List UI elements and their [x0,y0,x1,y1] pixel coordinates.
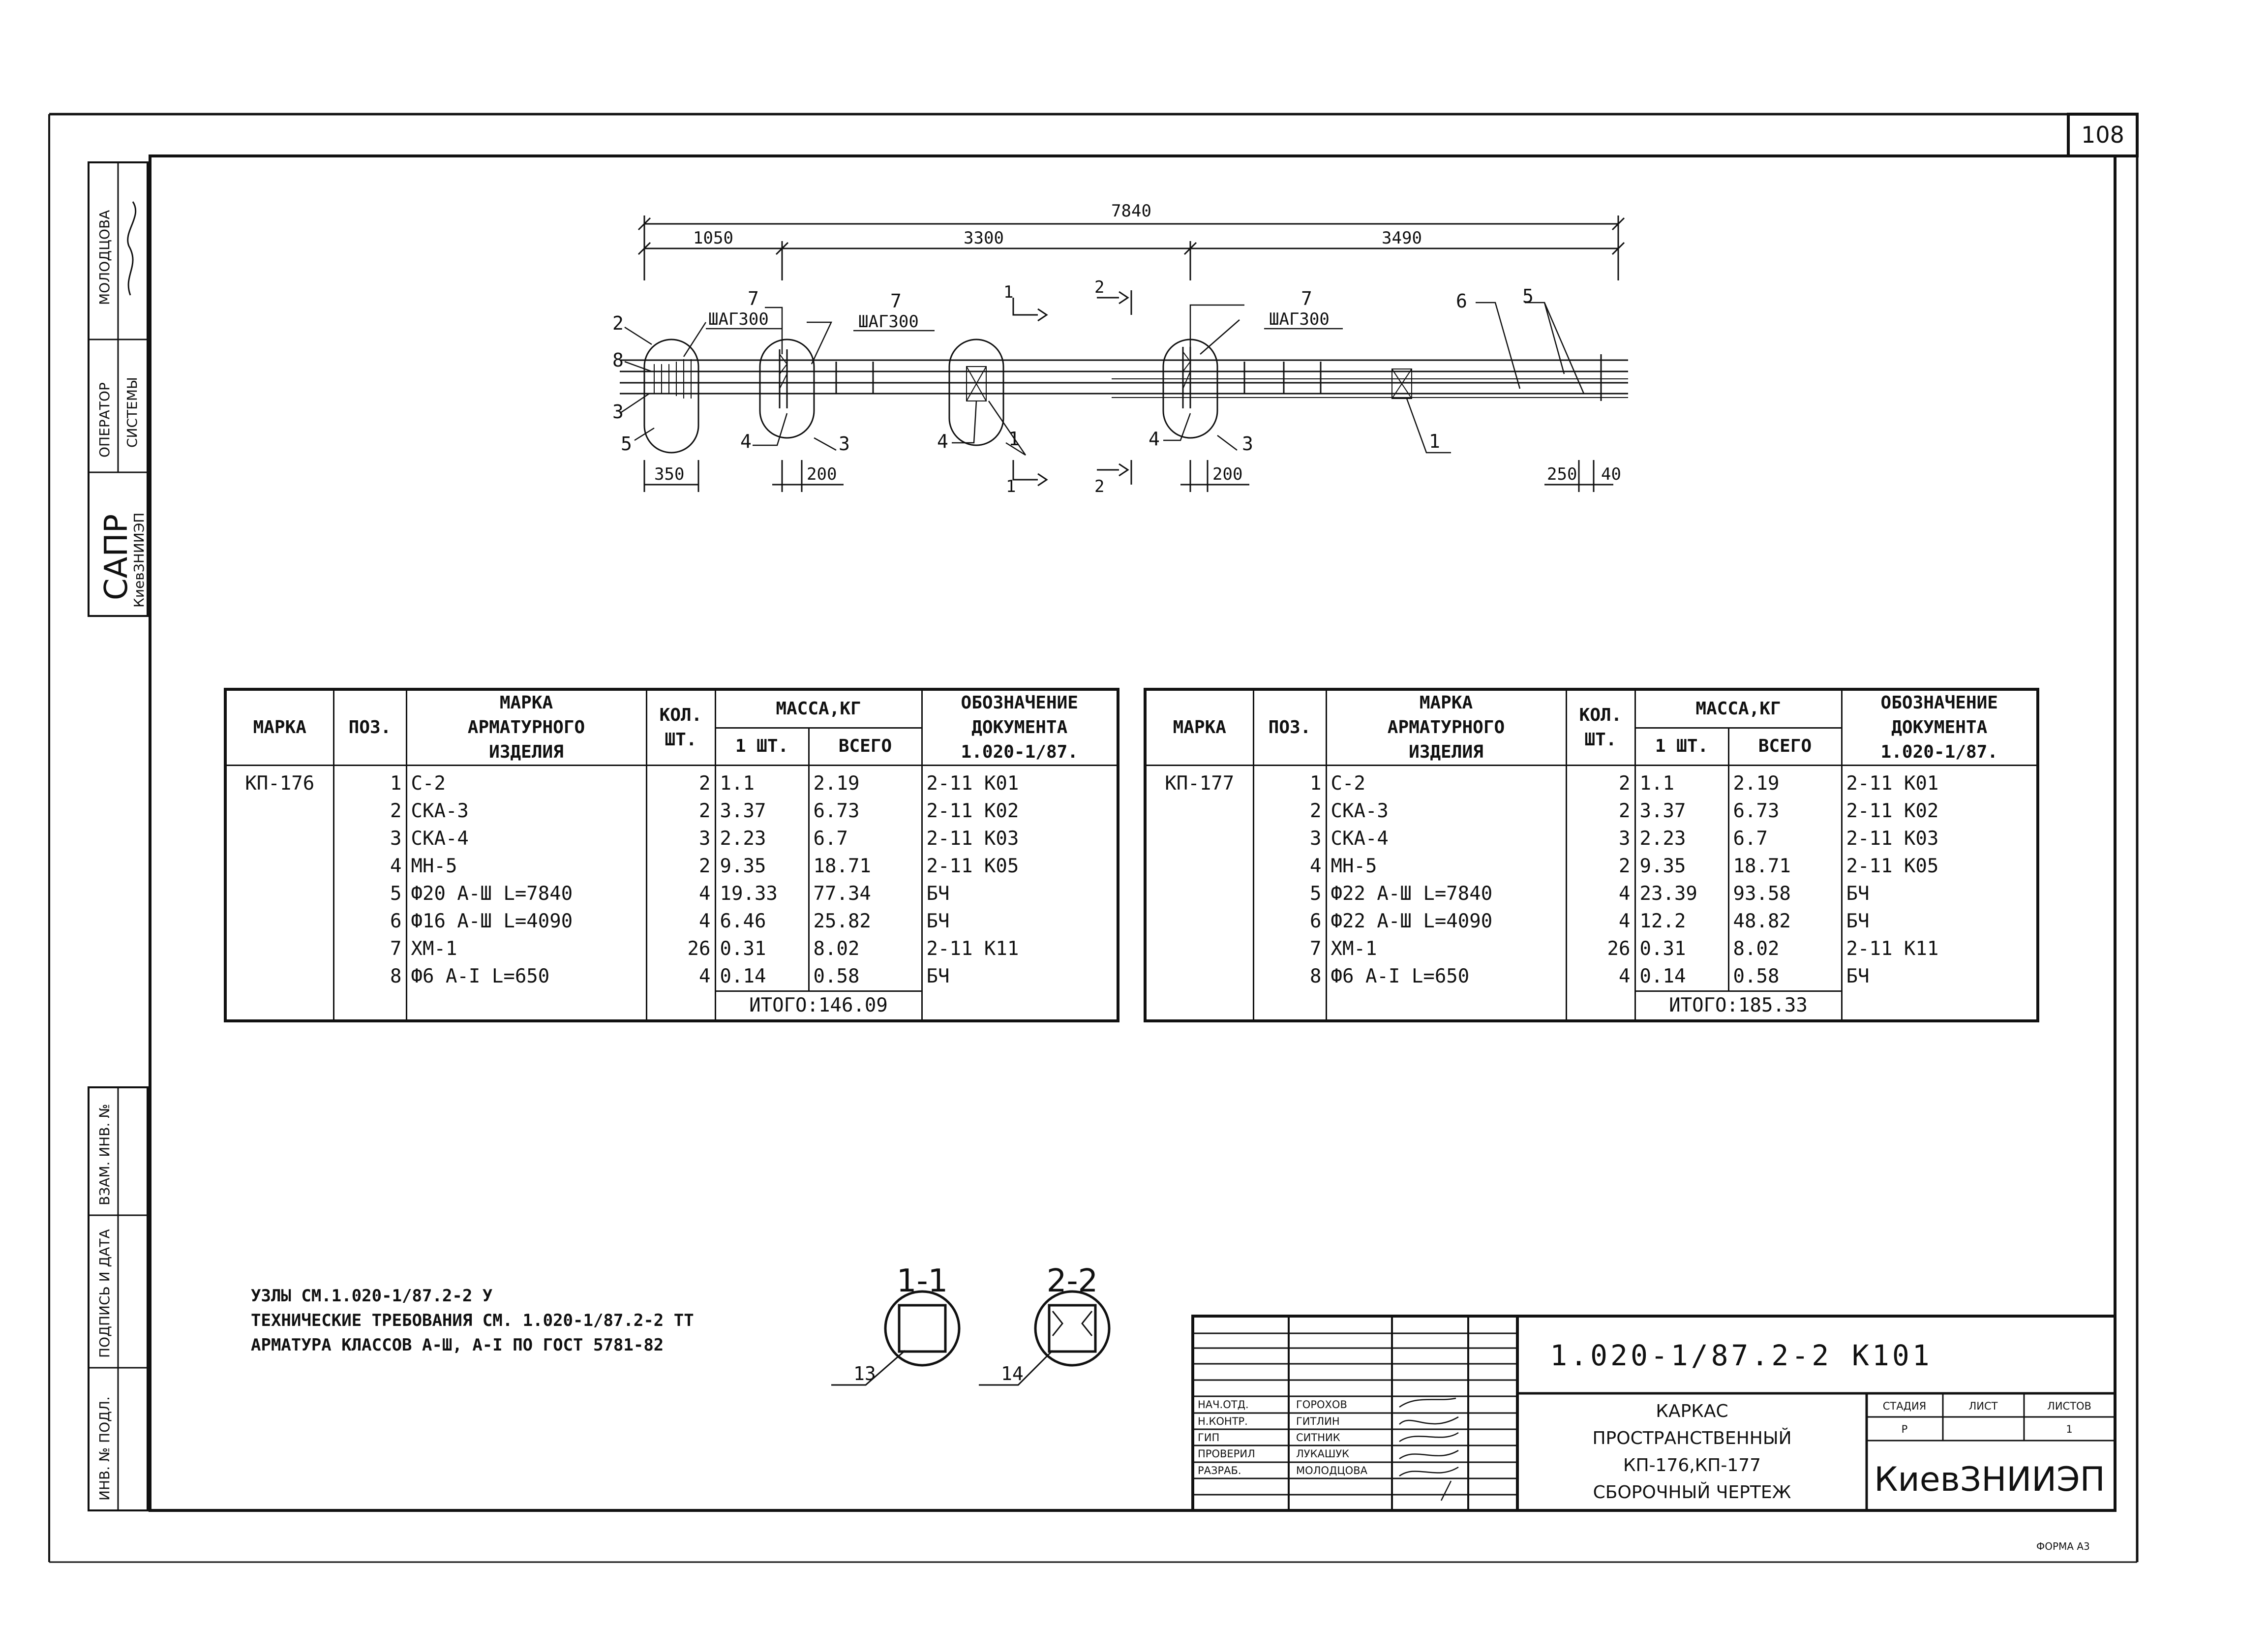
cell-mass-one: 0.31 [1635,935,1728,963]
step-label-2: ШАГ300 [858,312,919,332]
cell-mass-total: 2.19 [809,766,922,798]
stamp-operator: ОПЕРАТОР [96,382,113,458]
header-doc-line-3: 1.020-1/87. [1880,742,1998,762]
table-row [225,963,1118,991]
note-2: ТЕХНИЧЕСКИЕ ТРЕБОВАНИЯ СМ. 1.020-1/87.2-2 ТТ [251,1311,694,1330]
forma-label: ФОРМА А3 [2036,1540,2090,1552]
pos-6: 6 [1456,290,1467,312]
cell-item: Ф16 А-Ш L=4090 [406,908,646,935]
pos-5-b: 5 [1522,285,1534,307]
cell-poz: 4 [1253,853,1326,880]
cell-doc: 2-11 К02 [922,798,1118,825]
cell-mass-total: 6.7 [809,825,922,853]
bottom-dim-2: 200 [807,464,837,484]
cell-mass-total: 25.82 [809,908,922,935]
header-doc [1842,689,2038,766]
role-4: ПРОВЕРИЛ [1198,1448,1255,1460]
cell-qty: 4 [646,880,715,908]
header-marka: МАРКА [1145,689,1253,766]
cell-item: ХМ-1 [1326,935,1566,963]
cell-mass-total: 0.58 [1728,963,1842,991]
step-label-3: ШАГ300 [1269,309,1330,329]
cell-qty: 2 [1566,766,1635,798]
header-mass-total: ВСЕГО [1728,728,1842,765]
section-1-1 [831,1263,959,1385]
cell-doc: БЧ [922,880,1118,908]
cell-qty: 4 [646,908,715,935]
stamp-field-1: ВЗАМ. ИНВ. № [96,1104,113,1205]
header-qty-line-1: КОЛ. [1579,705,1622,725]
cell-marka [225,853,333,880]
cell-marka [1145,908,1253,935]
cell-poz: 8 [333,963,406,991]
section-mark-1-top: 1 [1003,282,1014,302]
side-stamp-bottom [89,1087,148,1510]
pos-2: 2 [612,312,624,334]
cell-poz: 6 [333,908,406,935]
cell-mass-total: 8.02 [809,935,922,963]
header-item-line-3: ИЗДЕЛИЯ [489,742,564,762]
header-item-line-1: МАРКА [499,693,553,713]
cell-poz [333,991,406,1021]
sheet-label: ЛИСТ [1968,1400,1998,1412]
cell-doc: БЧ [1842,908,2038,935]
cell-mass-total: 48.82 [1728,908,1842,935]
cell-qty [646,991,715,1021]
header-qty-line-1: КОЛ. [659,705,702,725]
cell-item: Ф22 А-Ш L=4090 [1326,908,1566,935]
table-row [1145,908,2038,935]
header-mass: МАССА,КГ [715,689,922,728]
cell-poz: 3 [333,825,406,853]
cell-qty: 2 [646,798,715,825]
dim-total: 7840 [1111,201,1151,221]
pos-1-a: 1 [1008,428,1020,450]
cell-qty: 4 [1566,963,1635,991]
header-item-line-3: ИЗДЕЛИЯ [1409,742,1483,762]
cell-poz: 1 [333,766,406,798]
header-item-line-1: МАРКА [1419,693,1473,713]
bottom-dim-4: 250 [1547,464,1577,484]
cell-mass-one: 23.39 [1635,880,1728,908]
cell-qty: 26 [1566,935,1635,963]
cell-total: ИТОГО:185.33 [1635,991,1842,1021]
cell-marka [225,798,333,825]
header-item-line-2: АРМАТУРНОГО [467,717,585,738]
cell-item: СКА-3 [1326,798,1566,825]
cell-mass-total: 6.73 [809,798,922,825]
pos-4-a: 4 [740,430,752,452]
dim-segment-1: 1050 [693,228,733,248]
cell-marka: КП-177 [1145,766,1253,798]
cell-poz: 6 [1253,908,1326,935]
bottom-dim-1: 350 [654,464,685,484]
section-1-1-title: 1-1 [896,1263,948,1299]
role-4-name: ЛУКАШУК [1296,1448,1350,1460]
table-row [1145,963,2038,991]
table-row [225,825,1118,853]
cell-marka [1145,825,1253,853]
header-qty [646,689,715,766]
title-line-3: КП-176,КП-177 [1623,1455,1761,1475]
cell-mass-one: 3.37 [715,798,809,825]
cell-doc: 2-11 К11 [1842,935,2038,963]
cell-item: МН-5 [1326,853,1566,880]
header-qty-line-2: ШТ. [665,730,697,750]
document-code: 1.020-1/87.2-2 К101 [1550,1339,1933,1372]
cell-marka [1145,935,1253,963]
cell-poz: 5 [1253,880,1326,908]
spec-table-kp177 [1144,688,2039,1022]
table-row [225,908,1118,935]
cell-doc: БЧ [922,963,1118,991]
cell-qty: 2 [1566,853,1635,880]
header-doc-line-2: ДОКУМЕНТА [1891,717,1988,738]
stamp-org: КиевЗНИИЭП [131,512,147,608]
header-doc-line-3: 1.020-1/87. [961,742,1078,762]
pos-3-a: 3 [612,401,624,423]
cell-marka [1145,963,1253,991]
cell-doc: 2-11 К11 [922,935,1118,963]
role-3: ГИП [1198,1432,1220,1444]
cell-qty: 4 [646,963,715,991]
cell-qty: 4 [1566,908,1635,935]
cell-item: Ф20 А-Ш L=7840 [406,880,646,908]
cell-marka [1145,880,1253,908]
cell-mass-total: 6.73 [1728,798,1842,825]
role-1-name: ГОРОХОВ [1296,1399,1347,1411]
stage-value: Р [1901,1423,1908,1435]
cell-mass-total: 6.7 [1728,825,1842,853]
sheets-label: ЛИСТОВ [2047,1400,2091,1412]
drawing-labels [612,201,1621,496]
cell-mass-one: 9.35 [715,853,809,880]
header-item [406,689,646,766]
pos-3-b: 3 [839,433,850,455]
header-item [1326,689,1566,766]
cell-item: Ф22 А-Ш L=7840 [1326,880,1566,908]
cell-item: ХМ-1 [406,935,646,963]
dim-segment-3: 3490 [1382,228,1422,248]
cell-qty: 2 [646,853,715,880]
cell-poz: 7 [333,935,406,963]
cell-marka: КП-176 [225,766,333,798]
cell-doc: 2-11 К03 [922,825,1118,853]
table-row [225,880,1118,908]
cell-total: ИТОГО:146.09 [715,991,922,1021]
section-2-2-title: 2-2 [1046,1263,1098,1299]
notes [251,1286,694,1355]
cell-mass-total: 93.58 [1728,880,1842,908]
cell-qty: 2 [646,766,715,798]
cell-doc: БЧ [1842,963,2038,991]
stamp-field-2: ПОДПИСЬ И ДАТА [96,1229,113,1358]
cell-poz: 3 [1253,825,1326,853]
cell-qty [1566,991,1635,1021]
section-mark-2-top: 2 [1094,277,1105,297]
section-2-2 [979,1263,1109,1385]
header-item-line-2: АРМАТУРНОГО [1387,717,1505,738]
spec-table-kp176 [224,688,1119,1022]
cell-qty: 3 [646,825,715,853]
cell-marka [225,908,333,935]
cell-doc: БЧ [922,908,1118,935]
cell-marka [225,880,333,908]
cell-mass-one: 2.23 [1635,825,1728,853]
role-2: Н.КОНТР. [1198,1415,1248,1427]
cell-mass-total: 18.71 [1728,853,1842,880]
cell-item: Ф6 А-I L=650 [406,963,646,991]
cell-poz: 7 [1253,935,1326,963]
bottom-dim-5: 40 [1601,464,1621,484]
table-row [1145,935,2038,963]
cell-marka [225,935,333,963]
bottom-dim-3: 200 [1212,464,1243,484]
cell-item: Ф6 А-I L=650 [1326,963,1566,991]
section-2-2-callout: 14 [1001,1363,1024,1384]
side-stamp-top [89,162,148,616]
stamp-person: МОЛОДЦОВА [96,210,113,305]
stamp-sapr: САПР [98,514,135,600]
cell-mass-one: 9.35 [1635,853,1728,880]
table-row [1145,766,2038,798]
header-doc [922,689,1118,766]
cell-mass-one: 12.2 [1635,908,1728,935]
cell-marka [1145,798,1253,825]
stamp-field-3: ИНВ. № ПОДЛ. [96,1396,113,1501]
table-row [225,853,1118,880]
pos-7-c: 7 [1301,288,1312,309]
header-mass-one: 1 ШТ. [715,728,809,765]
role-1: НАЧ.ОТД. [1198,1399,1249,1411]
table-row [225,798,1118,825]
header-doc-line-2: ДОКУМЕНТА [971,717,1068,738]
cell-doc: 2-11 К05 [922,853,1118,880]
cell-doc: 2-11 К01 [1842,766,2038,798]
cell-mass-one: 2.23 [715,825,809,853]
cell-qty: 26 [646,935,715,963]
cell-marka [225,991,333,1021]
cell-poz: 8 [1253,963,1326,991]
cell-marka [225,825,333,853]
section-mark-1-bottom: 1 [1006,477,1016,496]
cell-qty: 4 [1566,880,1635,908]
cell-item: С-2 [1326,766,1566,798]
stamp-system: СИСТЕМЫ [124,377,140,448]
stage-label: СТАДИЯ [1882,1400,1927,1412]
pos-4-b: 4 [937,430,948,452]
cell-mass-one: 0.14 [1635,963,1728,991]
assembly-drawing [620,215,1628,492]
cell-doc [1842,991,2038,1021]
cell-poz: 4 [333,853,406,880]
cell-item: С-2 [406,766,646,798]
header-poz: ПОЗ. [1253,689,1326,766]
pos-1-b: 1 [1429,430,1440,452]
cell-poz: 2 [333,798,406,825]
cell-marka [1145,991,1253,1021]
cell-doc: БЧ [1842,880,2038,908]
pos-7-b: 7 [890,290,902,312]
cell-mass-total: 0.58 [809,963,922,991]
table-row [1145,853,2038,880]
note-3: АРМАТУРА КЛАССОВ А-Ш, А-I ПО ГОСТ 5781-82 [251,1335,664,1355]
cell-mass-total: 8.02 [1728,935,1842,963]
pos-5-a: 5 [621,433,632,455]
table-row [225,766,1118,798]
sheet-number: 108 [2081,122,2124,148]
cell-marka [1145,853,1253,880]
cell-poz: 5 [333,880,406,908]
table-row [1145,825,2038,853]
pos-7-a: 7 [748,288,759,309]
role-5-name: МОЛОДЦОВА [1296,1465,1367,1476]
organization: КиевЗНИИЭП [1874,1460,2105,1499]
cell-poz [1253,991,1326,1021]
cell-item: СКА-4 [1326,825,1566,853]
header-doc-line-1: ОБОЗНАЧЕНИЕ [961,693,1078,713]
section-1-1-callout: 13 [853,1363,876,1384]
cell-mass-one: 0.31 [715,935,809,963]
cell-doc: 2-11 К05 [1842,853,2038,880]
cell-doc: 2-11 К01 [922,766,1118,798]
pos-4-c: 4 [1149,428,1160,450]
header-poz: ПОЗ. [333,689,406,766]
header-marka: МАРКА [225,689,333,766]
table-total-row [225,991,1118,1021]
cell-mass-one: 1.1 [715,766,809,798]
header-qty [1566,689,1635,766]
table-row [225,935,1118,963]
section-mark-2-bottom: 2 [1094,477,1105,496]
cell-item: СКА-4 [406,825,646,853]
cell-item: МН-5 [406,853,646,880]
step-label-1: ШАГ300 [708,309,769,329]
table-row [1145,880,2038,908]
header-mass-one: 1 ШТ. [1635,728,1728,765]
cell-doc: 2-11 К03 [1842,825,2038,853]
cell-mass-one: 1.1 [1635,766,1728,798]
cell-item: СКА-3 [406,798,646,825]
role-3-name: СИТНИК [1296,1432,1340,1444]
sheets-value: 1 [2066,1423,2073,1435]
table-row [1145,798,2038,825]
cell-doc [922,991,1118,1021]
role-5: РАЗРАБ. [1198,1465,1241,1476]
pos-8: 8 [612,349,624,371]
cell-marka [225,963,333,991]
header-mass-total: ВСЕГО [809,728,922,765]
cell-item [1326,991,1566,1021]
header-mass: МАССА,КГ [1635,689,1842,728]
stamp-signature [128,202,136,295]
cell-mass-one: 6.46 [715,908,809,935]
pos-3-c: 3 [1242,433,1253,455]
title-line-4: СБОРОЧНЫЙ ЧЕРТЕЖ [1593,1482,1791,1503]
note-1: УЗЛЫ СМ.1.020-1/87.2-2 У [251,1286,493,1306]
cell-mass-total: 18.71 [809,853,922,880]
cell-mass-total: 77.34 [809,880,922,908]
cell-poz: 1 [1253,766,1326,798]
sheet-number-box [2068,114,2137,156]
cell-item [406,991,646,1021]
cell-mass-total: 2.19 [1728,766,1842,798]
table-total-row [1145,991,2038,1021]
title-line-1: КАРКАС [1656,1401,1728,1421]
dim-segment-2: 3300 [964,228,1004,248]
cell-mass-one: 3.37 [1635,798,1728,825]
title-line-2: ПРОСТРАНСТВЕННЫЙ [1592,1428,1792,1448]
cell-doc: 2-11 К02 [1842,798,2038,825]
header-qty-line-2: ШТ. [1584,730,1617,750]
cell-qty: 3 [1566,825,1635,853]
cell-qty: 2 [1566,798,1635,825]
cell-poz: 2 [1253,798,1326,825]
role-2-name: ГИТЛИН [1296,1415,1340,1427]
cell-mass-one: 0.14 [715,963,809,991]
header-doc-line-1: ОБОЗНАЧЕНИЕ [1880,693,1998,713]
cell-mass-one: 19.33 [715,880,809,908]
